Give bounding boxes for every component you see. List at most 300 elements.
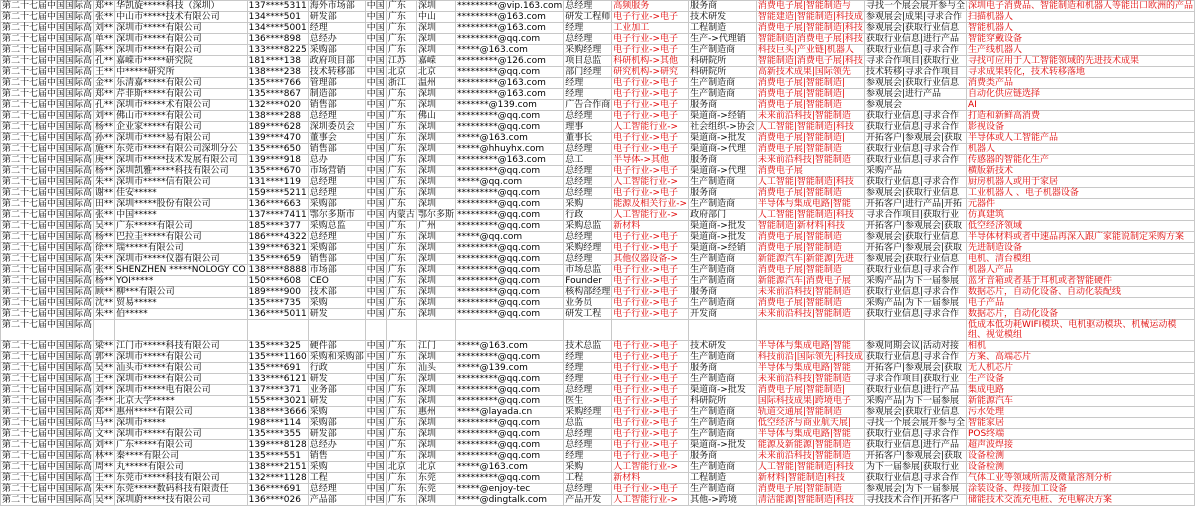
table-cell[interactable]: 深圳: [416, 385, 455, 396]
table-cell[interactable]: 深圳市*****易有限公司: [115, 133, 247, 144]
table-cell[interactable]: 朱**: [95, 254, 114, 264]
table-cell[interactable]: 132****020: [247, 100, 308, 111]
table-cell[interactable]: 设备检测: [966, 451, 1194, 462]
table-cell[interactable]: 电子行业->电子: [612, 232, 689, 243]
table-cell[interactable]: 智能制造|新材料|科技: [756, 221, 864, 232]
table-cell[interactable]: 杨**: [95, 276, 114, 286]
table-cell[interactable]: 鄂尔多斯: [417, 210, 454, 220]
table-cell[interactable]: 未来前沿科技|智能制造: [756, 451, 864, 462]
table-cell[interactable]: 电子行业->电子: [612, 341, 689, 352]
table-cell[interactable]: 生产制造商: [689, 276, 757, 287]
table-cell[interactable]: 电子行业->电子: [612, 166, 689, 177]
table-cell[interactable]: 深圳: [416, 188, 455, 199]
table-cell[interactable]: *****@qq.com: [456, 177, 564, 188]
table-cell[interactable]: 135****867: [247, 89, 308, 100]
table-cell[interactable]: 机器人产品: [966, 265, 1194, 276]
table-cell[interactable]: 中国: [366, 309, 385, 319]
table-cell[interactable]: 第二十七届中国国际高: [2, 462, 93, 472]
table-cell[interactable]: *****@163.com: [456, 133, 564, 144]
table-cell[interactable]: 中国: [366, 385, 385, 395]
table-cell[interactable]: 广东: [386, 188, 416, 199]
table-cell[interactable]: 深圳市*****有限公司: [115, 23, 247, 34]
table-cell[interactable]: 137****371: [247, 385, 308, 396]
table-cell[interactable]: 研发: [308, 374, 365, 385]
table-cell[interactable]: 电子行业->电子: [612, 276, 689, 287]
table-cell[interactable]: 深圳*****股份有限公司: [115, 199, 247, 210]
table-cell[interactable]: 江门: [416, 341, 455, 352]
table-cell[interactable]: 金**: [95, 78, 114, 88]
table-cell[interactable]: 智能穿戴设备: [966, 34, 1194, 45]
table-cell[interactable]: 132****1128: [248, 473, 307, 483]
table-cell[interactable]: 政府项目部: [308, 56, 365, 67]
table-cell[interactable]: 中国: [366, 221, 385, 231]
table-cell[interactable]: 135****551: [247, 451, 308, 462]
table-cell[interactable]: 深圳: [416, 232, 455, 243]
table-cell[interactable]: *********@163.com: [456, 155, 564, 166]
table-cell[interactable]: 寻求合作项目|获取行业: [864, 56, 966, 67]
table-cell[interactable]: 深圳市*****有限公司: [115, 352, 247, 363]
table-cell[interactable]: 工程制造: [689, 473, 757, 484]
table-cell[interactable]: *********@qq.com: [456, 429, 564, 440]
table-cell[interactable]: 北京大学*****: [115, 396, 247, 407]
table-cell[interactable]: 135****1160: [248, 352, 307, 362]
table-cell[interactable]: 中国: [366, 89, 385, 99]
table-cell[interactable]: 孔**: [95, 100, 114, 110]
table-cell[interactable]: 131****119: [247, 177, 308, 188]
table-cell[interactable]: 电子行业->电子: [612, 352, 689, 363]
table-cell[interactable]: 渠道商->批发: [689, 440, 757, 451]
table-cell[interactable]: 参观展会|获取行业信息: [864, 232, 966, 243]
table-cell[interactable]: 嘉嵘市*****研究院: [115, 56, 247, 67]
table-cell[interactable]: 李**: [95, 396, 114, 406]
table-cell[interactable]: *********@163.com: [456, 89, 564, 100]
table-cell[interactable]: 吴**: [95, 495, 114, 505]
table-cell[interactable]: 中国: [366, 122, 385, 132]
table-cell[interactable]: 文**: [95, 429, 114, 439]
table-cell[interactable]: 生产制造商: [689, 374, 757, 385]
table-cell[interactable]: 深圳: [416, 89, 455, 100]
table-cell[interactable]: Founder: [564, 276, 612, 287]
table-cell[interactable]: 消费电子展|智能制造: [756, 243, 864, 254]
table-cell[interactable]: 总经理: [308, 111, 365, 122]
table-cell[interactable]: 中国: [366, 100, 385, 110]
table-cell[interactable]: 中国: [366, 199, 385, 209]
table-cell[interactable]: 134****501: [247, 12, 308, 23]
table-cell[interactable]: 消费电子展|智能制造|: [756, 133, 864, 144]
table-cell[interactable]: *********@qq.com: [456, 210, 564, 221]
table-cell[interactable]: 中国: [366, 45, 385, 55]
table-cell[interactable]: 137****5311: [248, 1, 307, 11]
table-cell[interactable]: 第二十七届中国国际高: [2, 265, 93, 275]
table-cell[interactable]: 中国: [366, 298, 385, 308]
table-cell[interactable]: 深圳: [416, 429, 455, 440]
table-cell[interactable]: 广东: [386, 440, 416, 451]
table-cell[interactable]: 马**: [95, 418, 114, 428]
table-cell[interactable]: 谢**: [95, 188, 114, 198]
table-cell[interactable]: 汕头: [416, 363, 455, 374]
table-cell[interactable]: [864, 320, 966, 341]
table-cell[interactable]: 理事: [564, 122, 612, 133]
table-cell[interactable]: 中国: [366, 188, 385, 198]
table-cell[interactable]: 深圳: [416, 122, 455, 133]
table-cell[interactable]: 污水处理: [966, 407, 1194, 418]
table-cell[interactable]: 深圳市*****术有限公司: [115, 100, 247, 111]
table-cell[interactable]: 广东: [386, 484, 416, 495]
table-cell[interactable]: 135****691: [247, 363, 308, 374]
table-cell[interactable]: 杨**: [95, 232, 114, 242]
table-cell[interactable]: 中国: [366, 243, 385, 253]
table-cell[interactable]: 集成电路: [966, 385, 1194, 396]
table-cell[interactable]: 瑞*****有限公司: [115, 243, 247, 254]
table-cell[interactable]: 经理: [564, 374, 612, 385]
table-cell[interactable]: 服务商: [689, 188, 757, 199]
table-cell[interactable]: 广东: [386, 243, 416, 254]
table-cell[interactable]: 惠州*****有限公司: [115, 407, 247, 418]
table-cell[interactable]: 电子行业->电子: [612, 45, 689, 56]
table-cell[interactable]: 广东*****有限公司: [115, 221, 247, 232]
table-cell[interactable]: 第二十七届中国国际高: [2, 451, 93, 461]
table-cell[interactable]: 中国: [366, 374, 385, 384]
table-cell[interactable]: 广东: [386, 23, 416, 34]
table-cell[interactable]: 深圳市*****有限公司: [115, 45, 247, 56]
table-cell[interactable]: 广州: [416, 221, 455, 232]
table-cell[interactable]: 广东*****有限公司: [115, 440, 247, 451]
table-cell[interactable]: 市场部: [308, 265, 365, 276]
table-cell[interactable]: 乐清嘉*****有限公司: [115, 78, 247, 89]
table-cell[interactable]: 电机、清台模组: [966, 254, 1194, 265]
table-cell[interactable]: 伯*****: [115, 309, 247, 320]
table-cell[interactable]: 秦****有限公司: [115, 451, 247, 462]
table-cell[interactable]: 广告合作商: [565, 100, 611, 110]
table-cell[interactable]: 总经理: [564, 232, 612, 243]
table-cell[interactable]: 医生: [564, 396, 612, 407]
table-cell[interactable]: 嘉嵘: [416, 56, 455, 67]
table-cell[interactable]: 总经理: [564, 385, 612, 396]
table-cell[interactable]: 张**: [95, 12, 114, 22]
table-cell[interactable]: 参观展会|获取行业信息: [864, 23, 966, 34]
table-cell[interactable]: 厨房机器人或用于家居: [966, 177, 1194, 188]
table-cell[interactable]: 第二十七届中国国际高: [2, 188, 93, 198]
table-cell[interactable]: 横版新技术: [966, 166, 1194, 177]
table-cell[interactable]: 电子行业->电子: [612, 429, 689, 440]
table-cell[interactable]: 徐**: [95, 243, 114, 253]
table-cell[interactable]: 总经理: [564, 429, 612, 440]
table-cell[interactable]: 中国: [366, 34, 385, 44]
table-cell[interactable]: 智能制造|消费电子展|科技: [757, 34, 863, 44]
table-cell[interactable]: 135****650: [247, 144, 308, 155]
table-cell[interactable]: 深圳市*****: [115, 418, 247, 429]
table-cell[interactable]: 陈**: [95, 45, 114, 55]
table-cell[interactable]: 技术部: [308, 287, 365, 298]
table-cell[interactable]: 深圳: [416, 1, 455, 12]
table-cell[interactable]: 寻找一个展会展开参与全: [865, 1, 965, 11]
table-cell[interactable]: 广东: [386, 1, 416, 12]
table-cell[interactable]: 朱**: [95, 309, 114, 319]
table-cell[interactable]: 广东: [386, 495, 416, 506]
table-cell[interactable]: [689, 320, 757, 341]
table-cell[interactable]: 江门市*****科技有限公司: [115, 341, 247, 352]
table-cell[interactable]: 核构部经理: [565, 287, 611, 297]
table-cell[interactable]: 中*****研究所: [115, 67, 247, 78]
table-cell[interactable]: 深圳: [416, 23, 455, 34]
table-cell[interactable]: 广东: [386, 287, 416, 298]
table-cell[interactable]: 第二十七届中国国际高: [1, 320, 94, 341]
table-cell[interactable]: 电子行业->电子: [612, 418, 689, 429]
table-cell[interactable]: 198****114: [247, 418, 308, 429]
table-cell[interactable]: *********@qq.com: [456, 309, 564, 320]
table-cell[interactable]: 第二十七届中国国际高: [2, 1, 93, 11]
table-cell[interactable]: 电子行业->电子: [612, 78, 689, 89]
table-cell[interactable]: 广东: [386, 199, 416, 210]
table-cell[interactable]: 消费电子展|智能制造: [756, 144, 864, 155]
table-cell[interactable]: 参观展会|成果|寻求合作: [864, 12, 966, 23]
table-cell[interactable]: 深圳委员会: [308, 122, 365, 133]
table-cell[interactable]: 135****670: [247, 166, 308, 177]
table-cell[interactable]: 深圳凯雅*****科技有限公司: [115, 166, 247, 177]
table-cell[interactable]: *********@qq.com: [456, 34, 564, 45]
table-cell[interactable]: *********@vip.163.com: [457, 1, 563, 11]
table-cell[interactable]: 中国: [366, 254, 385, 264]
table-cell[interactable]: 销售: [308, 451, 365, 462]
table-cell[interactable]: 第二十七届中国国际高: [2, 429, 93, 439]
table-cell[interactable]: *****@dingtalk.com: [456, 495, 564, 506]
table-cell[interactable]: 北京: [416, 67, 455, 78]
table-cell[interactable]: 第二十七届中国国际高: [2, 341, 93, 351]
table-cell[interactable]: 深圳蔚*****技有限公司: [115, 495, 247, 506]
table-cell[interactable]: 消费电子展|智能制造: [756, 298, 864, 309]
table-cell[interactable]: 深圳: [416, 155, 455, 166]
table-cell[interactable]: 未来前沿科技|智能制造: [756, 155, 864, 166]
table-cell[interactable]: 186****4322: [248, 232, 307, 242]
table-cell[interactable]: 社会组织->协会: [690, 122, 755, 132]
table-cell[interactable]: 行政: [308, 363, 365, 374]
table-cell[interactable]: 第二十七届中国国际高: [2, 199, 93, 209]
table-cell[interactable]: 广东: [386, 254, 416, 265]
table-cell[interactable]: *********@qq.com: [456, 188, 564, 199]
table-cell[interactable]: 气体工业等领域所需及微量溶剂分析: [966, 473, 1194, 484]
table-cell[interactable]: 总经办: [308, 34, 365, 45]
table-cell[interactable]: 惠州: [416, 407, 455, 418]
table-cell[interactable]: 生产制造商: [689, 78, 757, 89]
table-cell[interactable]: 中国: [366, 429, 385, 439]
table-cell[interactable]: 中国: [366, 177, 385, 187]
table-cell[interactable]: 总工: [564, 155, 612, 166]
table-cell[interactable]: 深圳: [416, 144, 455, 155]
table-cell[interactable]: 市场营销: [308, 166, 365, 177]
table-cell[interactable]: 深圳: [416, 276, 455, 287]
table-cell[interactable]: 电子行业->电子: [612, 12, 689, 23]
table-cell[interactable]: [94, 320, 115, 341]
table-cell[interactable]: 189****628: [247, 122, 308, 133]
table-cell[interactable]: 134****5001: [248, 23, 307, 33]
table-cell[interactable]: 消费电子展|智能制造|科技: [757, 23, 863, 33]
table-cell[interactable]: 传感器的智能化生产: [966, 155, 1194, 166]
table-cell[interactable]: 刘**: [95, 23, 114, 33]
table-cell[interactable]: 轨道交通展|智能制造: [756, 407, 864, 418]
table-cell[interactable]: 深圳: [416, 298, 455, 309]
table-cell[interactable]: 郭**: [95, 352, 114, 362]
table-cell[interactable]: 半导体与集成电路|智能: [756, 429, 864, 440]
table-cell[interactable]: 采购和采购部: [309, 352, 364, 362]
table-cell[interactable]: 涂装设备、焊接加工设备: [966, 484, 1194, 495]
table-cell[interactable]: 顾**: [95, 287, 114, 297]
table-cell[interactable]: 159****5211: [248, 188, 307, 198]
table-cell[interactable]: 寻找可应用于人工智能领域的先进技术成果: [966, 56, 1194, 67]
table-cell[interactable]: 广东: [386, 12, 416, 23]
table-cell[interactable]: 第二十七届中国国际高: [2, 440, 93, 450]
table-cell[interactable]: 中国: [366, 363, 385, 373]
table-cell[interactable]: 张**: [95, 210, 114, 220]
table-cell[interactable]: 经理: [564, 451, 612, 462]
table-cell[interactable]: 139****918: [247, 155, 308, 166]
table-cell[interactable]: 高新技术成果|国际领先: [756, 67, 864, 78]
table-cell[interactable]: 董事长: [564, 133, 612, 144]
table-cell[interactable]: 佛山市*****有限公司: [115, 111, 247, 122]
table-cell[interactable]: 第二十七届中国国际高: [2, 122, 93, 132]
table-cell[interactable]: 为下一届参展|获取行业: [864, 462, 966, 473]
table-cell[interactable]: 广东: [386, 451, 416, 462]
table-cell[interactable]: *********@qq.com: [456, 440, 564, 451]
table-cell[interactable]: 获取行业信息|寻求合作: [864, 144, 966, 155]
table-cell[interactable]: 深圳: [416, 45, 455, 56]
table-cell[interactable]: 未来前沿科技|智能制造: [756, 111, 864, 122]
table-cell[interactable]: 研发工程: [564, 309, 612, 320]
table-cell[interactable]: *********@qq.com: [456, 265, 564, 276]
table-cell[interactable]: 王**: [95, 374, 114, 384]
table-cell[interactable]: 巴拉圭*****有限公司: [115, 232, 247, 243]
table-cell[interactable]: 杨**: [95, 166, 114, 176]
table-cell[interactable]: *********@qq.com: [456, 166, 564, 177]
table-cell[interactable]: 136****691: [247, 484, 308, 495]
table-cell[interactable]: *********@qq.com: [456, 199, 564, 210]
table-cell[interactable]: 低成本低功耗WIFI模块、电机驱动模块、机械运动模组、视觉模组: [966, 320, 1194, 341]
table-cell[interactable]: 深圳: [416, 199, 455, 210]
table-cell[interactable]: 第二十七届中国国际高: [2, 287, 93, 297]
table-cell[interactable]: 电子行业->电子: [612, 385, 689, 396]
table-cell[interactable]: *********@126.com: [456, 56, 564, 67]
table-cell[interactable]: 中国: [366, 78, 385, 88]
table-cell[interactable]: 刘**: [95, 385, 114, 395]
table-cell[interactable]: 芹菲斯*****有限公司: [115, 89, 247, 100]
table-cell[interactable]: 东莞: [416, 484, 455, 495]
table-cell[interactable]: 智能建造|智能制造|科技成: [757, 12, 863, 22]
table-cell[interactable]: *********@qq.com: [456, 287, 564, 298]
table-cell[interactable]: 梁**: [95, 341, 114, 351]
table-cell[interactable]: 第二十七届中国国际高: [2, 34, 93, 44]
table-cell[interactable]: 生产制造商: [689, 45, 757, 56]
table-cell[interactable]: 渠道商->批发: [689, 221, 757, 232]
table-cell[interactable]: 业务部: [308, 385, 365, 396]
table-cell[interactable]: 研发部: [308, 12, 365, 23]
table-cell[interactable]: 元器件: [966, 199, 1194, 210]
table-cell[interactable]: 第二十七届中国国际高: [2, 407, 93, 417]
table-cell[interactable]: 获取行业信息|寻求合作: [864, 155, 966, 166]
table-cell[interactable]: 第二十七届中国国际高: [2, 166, 93, 176]
table-cell[interactable]: *********@163.com: [456, 12, 564, 23]
table-cell[interactable]: 中国: [366, 341, 385, 351]
table-cell[interactable]: 第二十七届中国国际高: [2, 45, 93, 55]
table-cell[interactable]: 广东: [386, 352, 416, 363]
table-cell[interactable]: 广东: [386, 298, 416, 309]
table-cell[interactable]: 开拓客户|参观展会|获取: [864, 133, 966, 144]
table-cell[interactable]: 服务商: [689, 1, 757, 12]
table-cell[interactable]: 中国: [366, 418, 385, 428]
table-cell[interactable]: 参观展会|获取行业信息: [864, 407, 966, 418]
table-cell[interactable]: 深圳市*****电有限公司: [115, 385, 247, 396]
table-cell[interactable]: 广东: [386, 232, 416, 243]
table-cell[interactable]: 服务商: [689, 451, 757, 462]
table-cell[interactable]: 获取行业信息|寻求合作: [864, 122, 966, 133]
table-cell[interactable]: 企业家*****有限公司: [115, 122, 247, 133]
table-cell[interactable]: 150****608: [247, 276, 308, 287]
table-cell[interactable]: 总经理: [564, 177, 612, 188]
table-cell[interactable]: *********@qq.com: [456, 385, 564, 396]
table-cell[interactable]: 电子行业->电子: [612, 396, 689, 407]
table-cell[interactable]: 获取行业信息|进行产品: [864, 385, 966, 396]
table-cell[interactable]: 半导体与集成电路|智能: [756, 341, 864, 352]
table-cell[interactable]: 广东: [386, 100, 416, 111]
table-cell[interactable]: *****@layada.cn: [456, 407, 564, 418]
table-cell[interactable]: *********@qq.com: [456, 221, 564, 232]
table-cell[interactable]: 柳***有限公司: [115, 287, 247, 298]
table-cell[interactable]: 人工智能|智能制造|科技: [756, 462, 864, 473]
table-cell[interactable]: 服务商: [689, 155, 757, 166]
table-cell[interactable]: AI: [966, 100, 1194, 111]
table-cell[interactable]: 消费电子展|智能制造: [756, 484, 864, 495]
table-cell[interactable]: 科研机构->其他: [612, 56, 689, 67]
table-cell[interactable]: 工程: [564, 473, 612, 484]
table-cell[interactable]: 139****470: [247, 133, 308, 144]
table-cell[interactable]: 低空经济与商业航天展|: [756, 418, 864, 429]
table-cell[interactable]: 生产线机器人: [966, 45, 1194, 56]
table-cell[interactable]: 其他->跨境: [689, 495, 757, 506]
table-cell[interactable]: 136****663: [247, 199, 308, 210]
table-cell[interactable]: 产品部: [308, 495, 365, 506]
table-cell[interactable]: 生产制造商: [689, 429, 757, 440]
table-cell[interactable]: 消费电子展|智能制造与: [756, 1, 864, 12]
table-cell[interactable]: 电子行业->电子: [612, 374, 689, 385]
table-cell[interactable]: 科研院所: [689, 396, 757, 407]
table-cell[interactable]: 能源及相关行业->: [613, 199, 688, 209]
table-cell[interactable]: 中国: [366, 462, 385, 472]
table-cell[interactable]: 消费电子展|智能制造: [756, 265, 864, 276]
table-cell[interactable]: 消费电子展|智能制造|: [756, 385, 864, 396]
table-cell[interactable]: 广东: [386, 309, 416, 320]
table-cell[interactable]: 佛山: [416, 111, 455, 122]
table-cell[interactable]: 刘**: [95, 111, 114, 121]
table-cell[interactable]: 先进制造设备: [966, 243, 1194, 254]
table-cell[interactable]: 中国: [366, 133, 385, 143]
table-cell[interactable]: *****@163.com: [456, 45, 564, 56]
table-cell[interactable]: 服务商: [689, 363, 757, 374]
table-cell[interactable]: 参观展会: [864, 100, 966, 111]
table-cell[interactable]: 深圳: [416, 133, 455, 144]
table-cell[interactable]: 深圳市*****仪器有限公司: [115, 254, 247, 265]
table-cell[interactable]: 服务商: [689, 287, 757, 298]
table-cell[interactable]: 沈**: [95, 298, 114, 308]
table-cell[interactable]: 服务商: [689, 100, 757, 111]
table-cell[interactable]: 半导体->其他: [612, 155, 689, 166]
table-cell[interactable]: 技术总监: [564, 341, 612, 352]
table-cell[interactable]: 138****288: [247, 111, 308, 122]
table-cell[interactable]: 深圳: [416, 34, 455, 45]
table-cell[interactable]: 第二十七届中国国际高: [2, 396, 93, 406]
table-cell[interactable]: *****@163.com: [456, 341, 564, 352]
table-cell[interactable]: 采购产品|为下一届参展: [864, 298, 966, 309]
table-cell[interactable]: 参观同期会议|活动对接: [864, 341, 966, 352]
table-cell[interactable]: 第二十七届中国国际高: [2, 309, 93, 319]
table-cell[interactable]: 获取行业信息|寻求合作: [864, 352, 966, 363]
